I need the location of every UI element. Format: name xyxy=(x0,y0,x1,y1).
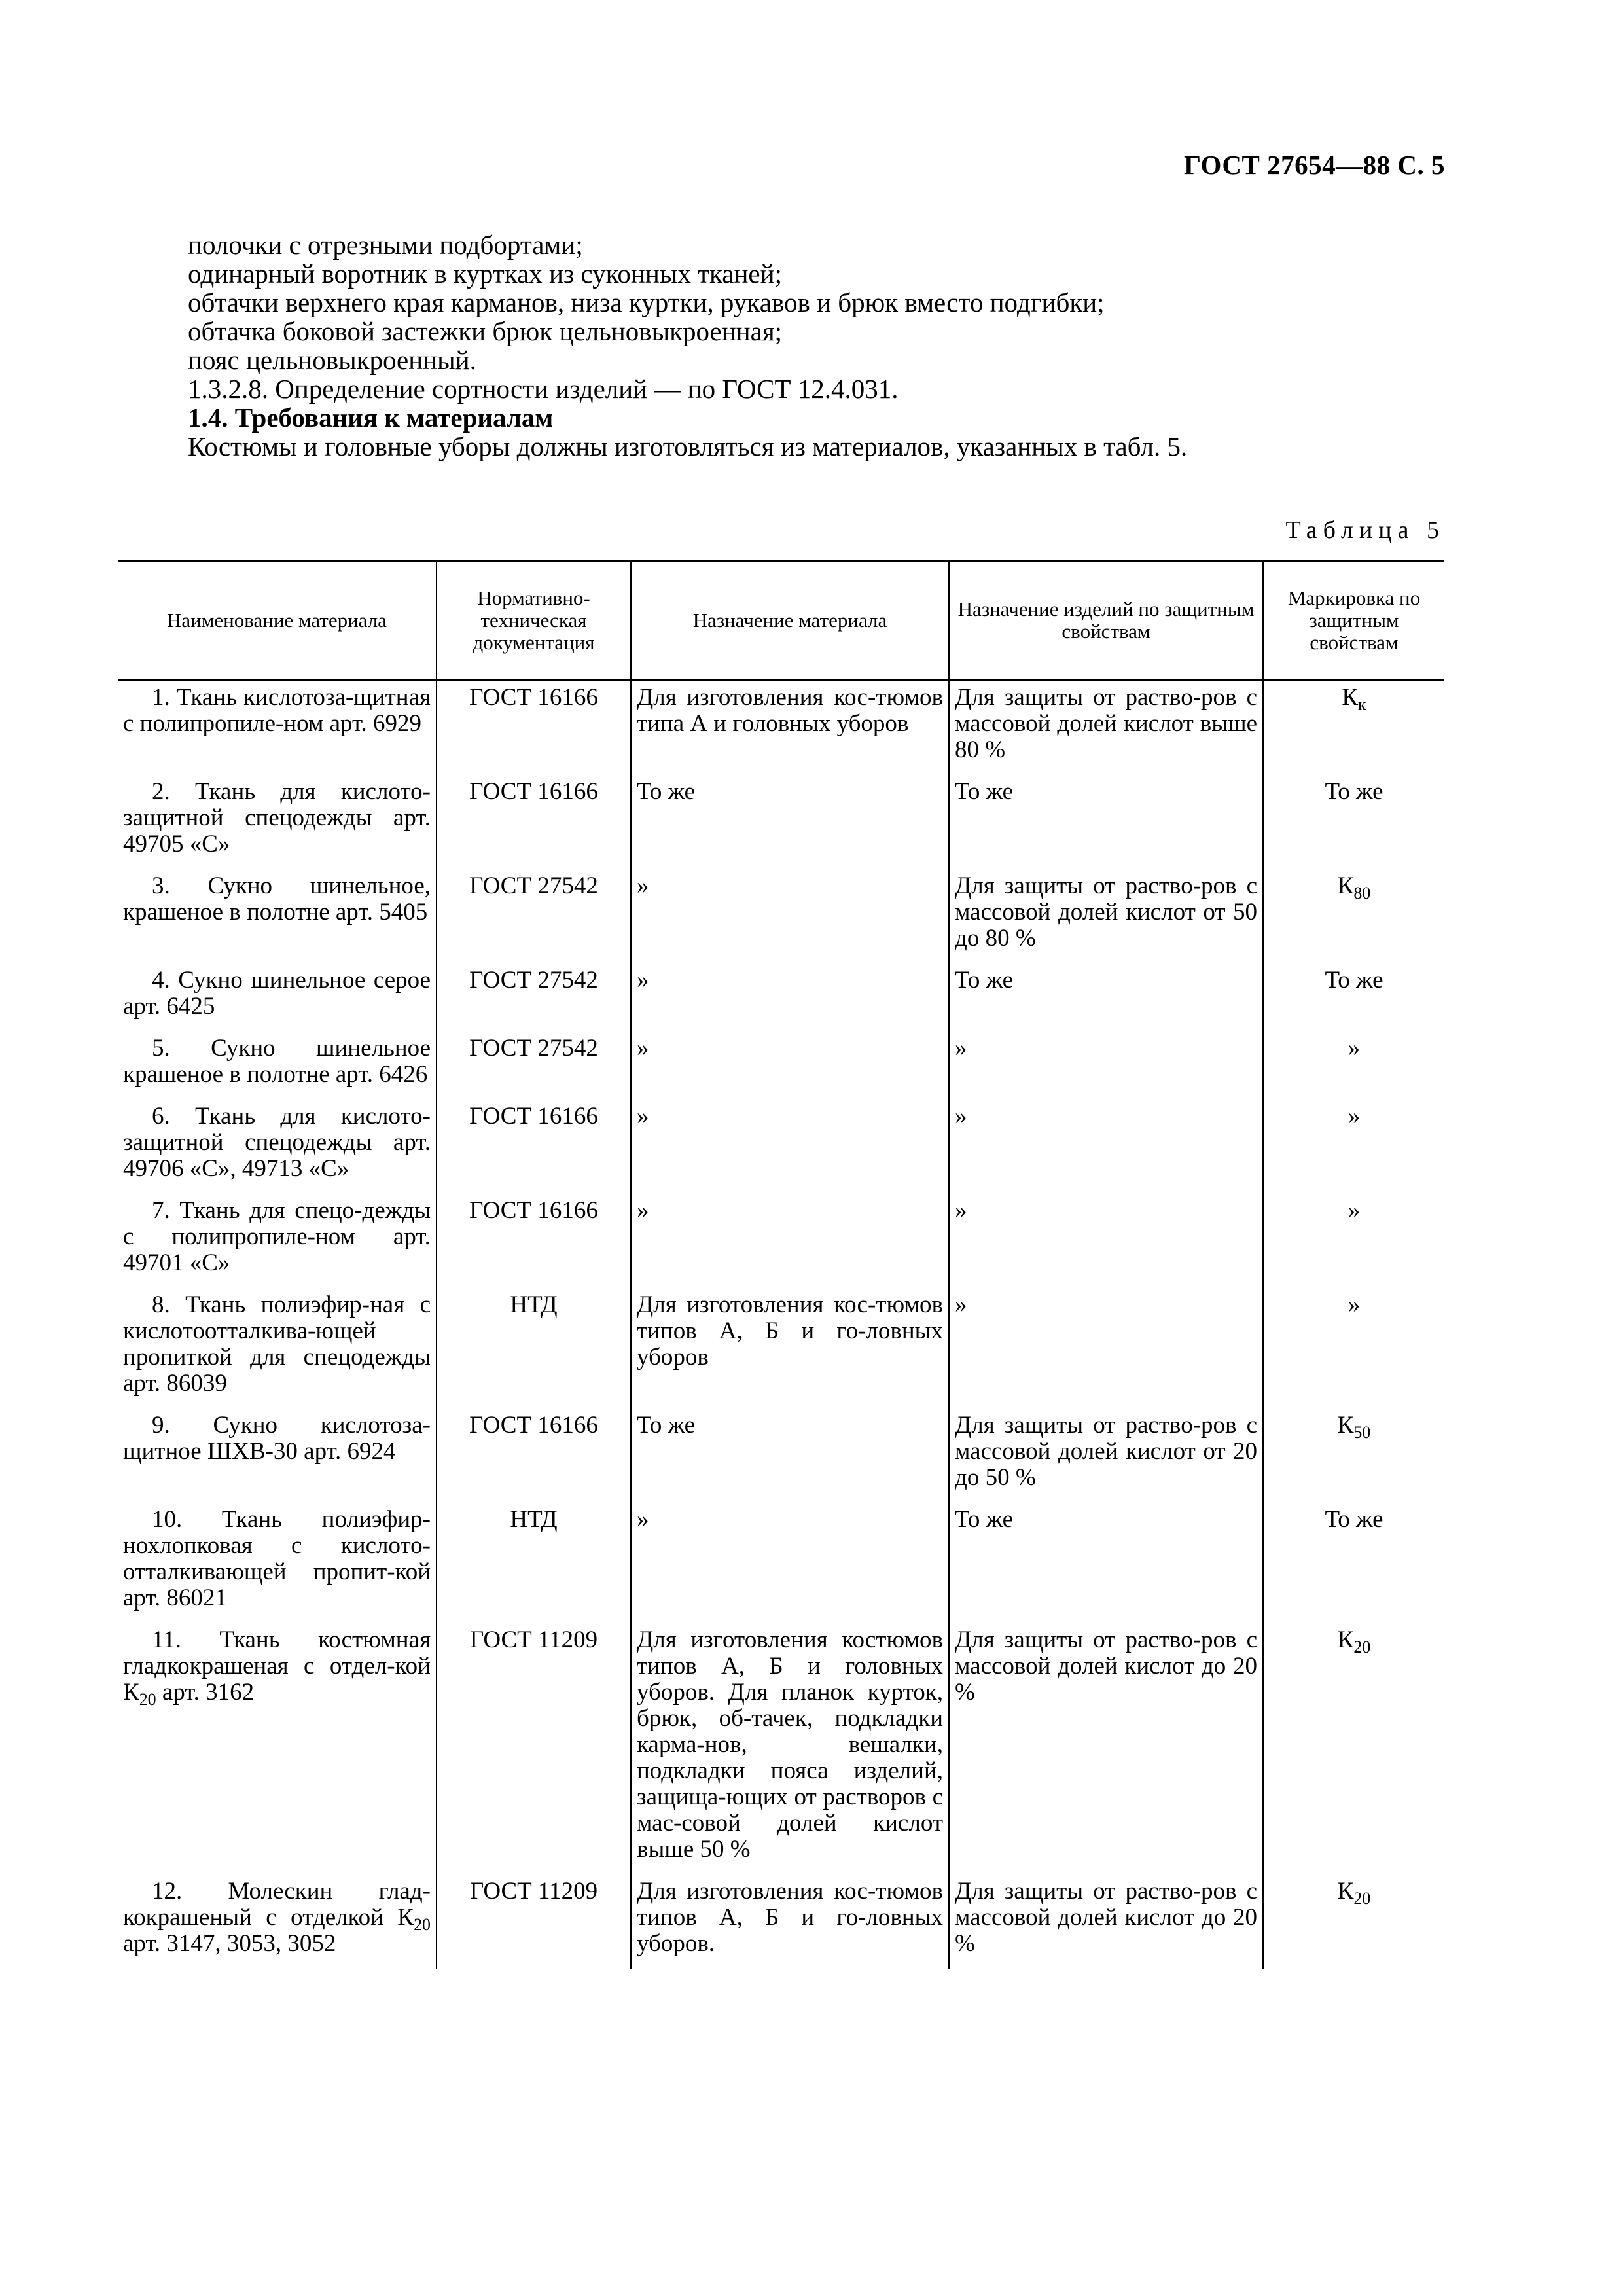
intro-line: обтачки верхнего края карманов, низа куртки, рукавов и брюк вместо подгибки; xyxy=(188,287,1105,317)
marking-cell xyxy=(1263,1503,1444,1623)
material-name-part: арт. 3147, 3053, 3052 xyxy=(123,1930,336,1957)
marking-cell xyxy=(1263,1031,1444,1100)
marking-cell xyxy=(1263,1623,1444,1874)
column-header-mark: Маркировка по защитным свойствам xyxy=(1263,561,1444,680)
column-header-doc: Нормативно-техническая документация xyxy=(437,561,631,680)
normative-doc-cell: ГОСТ 11209 xyxy=(437,1874,631,1969)
column-header-name: Наименование материала xyxy=(118,561,437,680)
normative-doc-cell: ГОСТ 16166 xyxy=(437,775,631,869)
marking-subscript: 20 xyxy=(1353,1889,1371,1908)
table-row xyxy=(118,1288,1444,1408)
normative-doc-cell: ГОСТ 16166 xyxy=(437,1194,631,1288)
material-purpose-cell: То же xyxy=(631,775,949,869)
material-name: 6. Ткань для кислото-защитной спецодежды арт. 49706 «С», 49713 «С» xyxy=(123,1103,431,1182)
marking-subscript: 50 xyxy=(1353,1423,1371,1442)
material-name-cell xyxy=(118,1874,437,1969)
material-purpose-cell: » xyxy=(631,1194,949,1288)
material-name-cell xyxy=(118,1503,437,1623)
marking-cell xyxy=(1263,775,1444,869)
material-name-part: 11. Ткань костюмная гладкокрашеная с отдел-кой К xyxy=(123,1626,431,1706)
material-purpose-cell: Для изготовления кос-тюмов типов А, Б и го-ловных уборов xyxy=(631,1288,949,1408)
protective-purpose-cell: Для защиты от раство-ров с массовой долей кислот выше 80 % xyxy=(949,680,1263,775)
protective-purpose-cell: Для защиты от раство-ров с массовой долей кислот от 50 до 80 % xyxy=(949,869,1263,963)
marking-cell xyxy=(1263,963,1444,1031)
column-header-purpose: Назначение материала xyxy=(631,561,949,680)
clause-1-3-2-8: 1.3.2.8. Определение сортности изделий — по ГОСТ 12.4.031. xyxy=(188,374,899,404)
marking-cell xyxy=(1263,869,1444,963)
material-purpose-cell: Для изготовления кос-тюмов типа А и головных уборов xyxy=(631,680,949,775)
table-row xyxy=(118,1623,1444,1874)
protective-purpose-cell: » xyxy=(949,1194,1263,1288)
table-row xyxy=(118,963,1444,1031)
marking-base: К xyxy=(1337,872,1354,899)
material-purpose-cell: » xyxy=(631,1031,949,1100)
material-name: 9. Сукно кислотоза-щитное ШХВ-30 арт. 6924 xyxy=(123,1412,431,1465)
table-header-row xyxy=(118,561,1444,680)
table-row xyxy=(118,1194,1444,1288)
marking-base: К xyxy=(1337,1626,1354,1653)
column-header-protect: Назначение изделий по защитным свойствам xyxy=(949,561,1263,680)
normative-doc-cell: ГОСТ 27542 xyxy=(437,869,631,963)
marking-cell xyxy=(1263,1194,1444,1288)
marking-cell xyxy=(1263,1100,1444,1194)
marking-cell xyxy=(1263,1408,1444,1503)
normative-doc-cell: ГОСТ 16166 xyxy=(437,1408,631,1503)
marking-cell xyxy=(1263,680,1444,775)
marking-cell xyxy=(1263,1874,1444,1969)
intro-text xyxy=(188,230,1464,461)
marking-base: То же xyxy=(1325,1506,1383,1533)
marking-subscript: к xyxy=(1358,695,1366,714)
table-row xyxy=(118,1100,1444,1194)
table-body xyxy=(118,680,1444,1969)
protective-purpose-cell: Для защиты от раство-ров с массовой долей кислот до 20 % xyxy=(949,1874,1263,1969)
material-name-cell xyxy=(118,1288,437,1408)
material-purpose-cell: Для изготовления кос-тюмов типов А, Б и го-ловных уборов. xyxy=(631,1874,949,1969)
material-name: 1. Ткань кислотоза-щитная с полипропиле-ном арт. 6929 xyxy=(123,684,431,737)
normative-doc-cell: ГОСТ 16166 xyxy=(437,680,631,775)
intro-line: одинарный воротник в куртках из суконных тканей; xyxy=(188,259,782,289)
material-purpose-cell: Для изготовления костюмов типов А, Б и головных уборов. Для планок курток, брюк, об-тачек, подкладки карма-нов, вешалки, подкладки пояса изделий, защища-ющих от растворов с мас-совой долей кислот выше 50 % xyxy=(631,1623,949,1874)
table-caption: Таблица 5 xyxy=(1285,516,1445,544)
materials-table xyxy=(118,560,1444,1969)
material-name-cell xyxy=(118,680,437,775)
material-name-cell xyxy=(118,1031,437,1100)
material-name-cell xyxy=(118,869,437,963)
marking-base: К xyxy=(1337,1412,1354,1439)
normative-doc-cell: ГОСТ 16166 xyxy=(437,1100,631,1194)
material-name-cell xyxy=(118,775,437,869)
material-name: 5. Сукно шинельное крашеное в полотне арт. 6426 xyxy=(123,1035,431,1088)
material-name-cell xyxy=(118,963,437,1031)
protective-purpose-cell: Для защиты от раство-ров с массовой долей кислот до 20 % xyxy=(949,1623,1263,1874)
marking-base: То же xyxy=(1325,967,1383,994)
material-name: 3. Сукно шинельное, крашеное в полотне арт. 5405 xyxy=(123,872,431,925)
protective-purpose-cell: » xyxy=(949,1288,1263,1408)
normative-doc-cell: НТД xyxy=(437,1503,631,1623)
material-purpose-cell: » xyxy=(631,1503,949,1623)
normative-doc-cell: ГОСТ 27542 xyxy=(437,963,631,1031)
material-name-cell xyxy=(118,1623,437,1874)
marking-base: » xyxy=(1347,1035,1361,1062)
protective-purpose-cell: » xyxy=(949,1100,1263,1194)
table-row xyxy=(118,1874,1444,1969)
material-name-cell xyxy=(118,1194,437,1288)
table-row xyxy=(118,1031,1444,1100)
section-heading: 1.4. Требования к материалам xyxy=(188,403,554,433)
material-name-part: арт. 3162 xyxy=(156,1679,255,1706)
normative-doc-cell: НТД xyxy=(437,1288,631,1408)
marking-base: » xyxy=(1347,1103,1361,1130)
normative-doc-cell: ГОСТ 11209 xyxy=(437,1623,631,1874)
protective-purpose-cell: То же xyxy=(949,775,1263,869)
material-name-part: 12. Молескин глад-кокрашеный с отделкой К xyxy=(123,1878,431,1931)
table-row xyxy=(118,1408,1444,1503)
material-purpose-cell: » xyxy=(631,963,949,1031)
material-name xyxy=(123,1878,431,1957)
material-name: 4. Сукно шинельное серое арт. 6425 xyxy=(123,967,431,1020)
material-purpose-cell: » xyxy=(631,869,949,963)
marking-base: » xyxy=(1347,1197,1361,1224)
protective-purpose-cell: Для защиты от раство-ров с массовой долей кислот от 20 до 50 % xyxy=(949,1408,1263,1503)
marking-base: То же xyxy=(1325,778,1383,805)
material-name-cell xyxy=(118,1100,437,1194)
page-header: ГОСТ 27654—88 С. 5 xyxy=(1183,150,1445,180)
marking-base: » xyxy=(1347,1291,1361,1318)
marking-base: К xyxy=(1337,1878,1354,1905)
intro-line: пояс цельновыкроенный. xyxy=(188,345,476,375)
marking-cell xyxy=(1263,1288,1444,1408)
normative-doc-cell: ГОСТ 27542 xyxy=(437,1031,631,1100)
table-row xyxy=(118,1503,1444,1623)
marking-base: К xyxy=(1342,684,1359,711)
marking-subscript: 20 xyxy=(1353,1638,1371,1657)
material-name: 2. Ткань для кислото-защитной спецодежды арт. 49705 «С» xyxy=(123,778,431,857)
material-name: 10. Ткань полиэфир-нохлопковая с кислото-отталкивающей пропит-кой арт. 86021 xyxy=(123,1506,431,1611)
table-row xyxy=(118,680,1444,775)
table-row xyxy=(118,869,1444,963)
section-text: Костюмы и головные уборы должны изготовляться из материалов, указанных в табл. 5. xyxy=(188,431,1188,461)
material-name-cell xyxy=(118,1408,437,1503)
protective-purpose-cell: То же xyxy=(949,963,1263,1031)
material-name xyxy=(123,1626,431,1709)
intro-line: обтачка боковой застежки брюк цельновыкроенная; xyxy=(188,316,783,346)
marking-subscript: 80 xyxy=(1353,884,1371,903)
material-name: 7. Ткань для спецо-дежды с полипропиле-ном арт. 49701 «С» xyxy=(123,1197,431,1276)
material-purpose-cell: » xyxy=(631,1100,949,1194)
material-name-subscript: 20 xyxy=(139,1690,156,1709)
material-purpose-cell: То же xyxy=(631,1408,949,1503)
intro-line: полочки с отрезными подбортами; xyxy=(188,230,583,260)
protective-purpose-cell: То же xyxy=(949,1503,1263,1623)
material-name: 8. Ткань полиэфир-ная с кислотоотталкива-ющей пропиткой для спецодежды арт. 86039 xyxy=(123,1291,431,1397)
table-row xyxy=(118,775,1444,869)
protective-purpose-cell: » xyxy=(949,1031,1263,1100)
material-name-subscript: 20 xyxy=(414,1915,431,1934)
